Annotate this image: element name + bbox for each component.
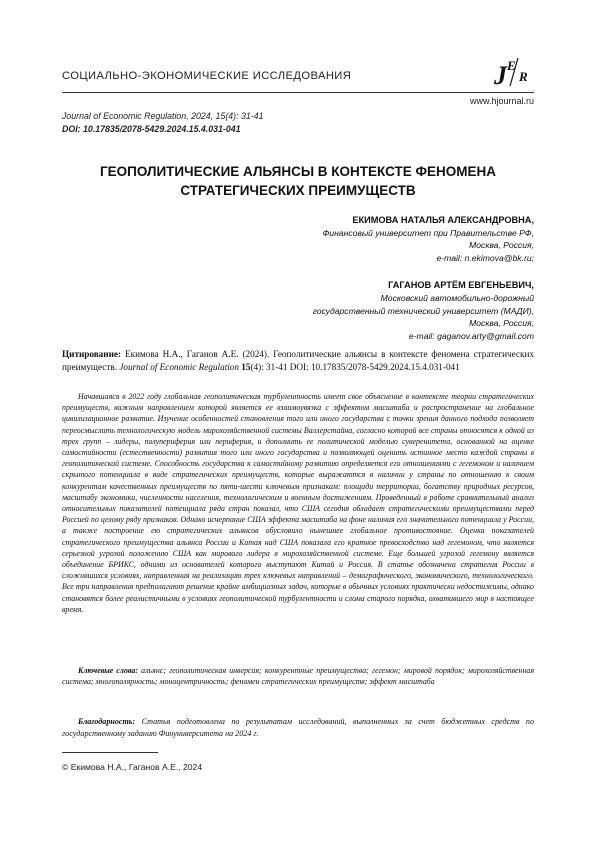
keywords-text: альянс; геополитическая инверсия; конкурентные преимущества; гегемон; мировой порядок; мирохозяйственная система; многополярность; моноцентричность; феномен стратегических преимуществ; эффект масштаба	[62, 666, 534, 687]
title-line-1: ГЕОПОЛИТИЧЕСКИЕ АЛЬЯНСЫ В КОНТЕКСТЕ ФЕНОМЕНА	[99, 164, 497, 179]
journal-line: Journal of Economic Regulation, 2024, 15(4): 31-41	[62, 111, 264, 121]
citation-issue: (4): 31-41 DOI: 10.17835/2078-5429.2024.15.4.031-041	[250, 361, 460, 372]
author-1	[62, 214, 534, 264]
copyright: © Екимова Н.А., Гаганов А.Е., 2024	[62, 762, 203, 772]
citation-block	[62, 348, 534, 373]
svg-text:J: J	[494, 61, 507, 90]
author-2	[62, 279, 534, 342]
title-line-2: СТРАТЕГИЧЕСКИХ ПРЕИМУЩЕСТВ	[180, 183, 416, 198]
article-title	[62, 162, 534, 200]
svg-text:E: E	[507, 58, 516, 73]
citation-volume: 15	[241, 361, 251, 372]
author-name: ГАГАНОВ АРТЁМ ЕВГЕНЬЕВИЧ,	[388, 280, 534, 291]
authors-block	[62, 214, 534, 357]
author-city: Москва, Россия,	[469, 318, 534, 329]
site-url[interactable]: www.hjournal.ru	[469, 96, 534, 106]
citation-journal: Journal of Economic Regulation	[119, 361, 239, 372]
author-affiliation: Московский автомобильно-дорожный	[380, 292, 534, 303]
acknowledgement	[62, 716, 534, 740]
journal-logo	[492, 56, 536, 90]
acknowledgement-text: Статья подготовлена по результатам исследований, выполненных за счет бюджетных средств по государственному заданию Финуниверситета на 2024 г.	[62, 717, 534, 738]
abstract: Начавшаяся в 2022 году глобальная геополитическая турбулентность имеет свое объяснение в контексте теории стратегических преимуществ, важным направлением которой является ее взаимоувязка с эффектом масштаба и распространение на глобальное цивилизационное развитие. Изучение особенностей становления того или иного государства с точки зрения данного подхода позволяет переосмыслить технологическую модель мирохозяйственной системы Валлерстайна, согласно которой все страны относятся к одной из трех групп – лидеры, полупериферия или периферия, и дополнить ее политической моделью суверенитета, основанной на оценке самостийности (естественности) развития того или иного государства и позволяющей оценить истинное место каждой страны в геополитической системе. Способность государства к самостийному развитию определяется его отношениями с гегемоном и наличием скрытого потенциала в виде стратегических преимуществ, которые выражаются в наличии у страны по отношению к своим конкурентам качественных преимуществ по пяти-шести ключевым признакам: площади территории, богатству природных ресурсов, масштабу экономики, численности населения, технологическим и военным достижениям. Проведенный в работе сравнительный анализ относительных показателей потенциала ряда стран показал, что США сегодня обладает стратегическими преимуществами перед Россией по целому ряду признаков. Однако исчерпание США эффекта масштаба на фоне наличия его значительного потенциала у России, а также построение ею стратегических альянсов обусловило нынешнее глобальное противостояние. Оценка показателей стратегического преимущества альянса России и Китая над США показала его кратное превосходство над гегемоном, что является серьезной угрозой положению США как мирового лидера в мирохозяйственной системе. Еще большей угрозой гегемону является объединение БРИКС, одними из основателей которого выступают Китай и Россия. В статье обозначена стратегия России в сложившихся условиях, направленная на реализацию трех ключевых направлений – демографического, экономического, технологического. Все три направления предполагают решение крайне амбициозных задач, которые в обычных условиях практически недостижимы, однако становятся более реалистичными в условиях геополитической турбулентности и слома старого порядка, охватившего мир в настоящее время.	[62, 392, 534, 614]
keywords	[62, 665, 534, 687]
author-email[interactable]: e-mail: gaganov.arty@gmail.com	[408, 330, 534, 341]
footnote-divider	[62, 752, 158, 753]
section-title: СОЦИАЛЬНО-ЭКОНОМИЧЕСКИЕ ИССЛЕДОВАНИЯ	[62, 70, 352, 82]
author-affiliation: Финансовый университет при Правительстве РФ,	[322, 227, 534, 238]
page-header	[62, 56, 534, 116]
citation-authors: Екимова Н.А., Гаганов А.Е. (2024). Геополитические альянсы в контексте феномена стратегических преимуществ.	[62, 349, 535, 372]
author-affiliation: государственный технический университет (МАДИ),	[312, 305, 534, 316]
acknowledgement-label: Благодарность:	[78, 717, 136, 726]
citation-label: Цитирование:	[62, 349, 122, 359]
svg-text:R: R	[519, 69, 528, 84]
doi-line[interactable]: DOI: 10.17835/2078-5429.2024.15.4.031-041	[62, 124, 241, 134]
author-city: Москва, Россия,	[469, 240, 534, 251]
journal-meta	[62, 110, 263, 136]
author-email[interactable]: e-mail: n.ekimova@bk.ru;	[436, 252, 534, 263]
keywords-label: Ключевые слова:	[78, 666, 138, 675]
author-name: ЕКИМОВА НАТАЛЬЯ АЛЕКСАНДРОВНА,	[352, 215, 534, 225]
header-divider	[62, 92, 534, 93]
